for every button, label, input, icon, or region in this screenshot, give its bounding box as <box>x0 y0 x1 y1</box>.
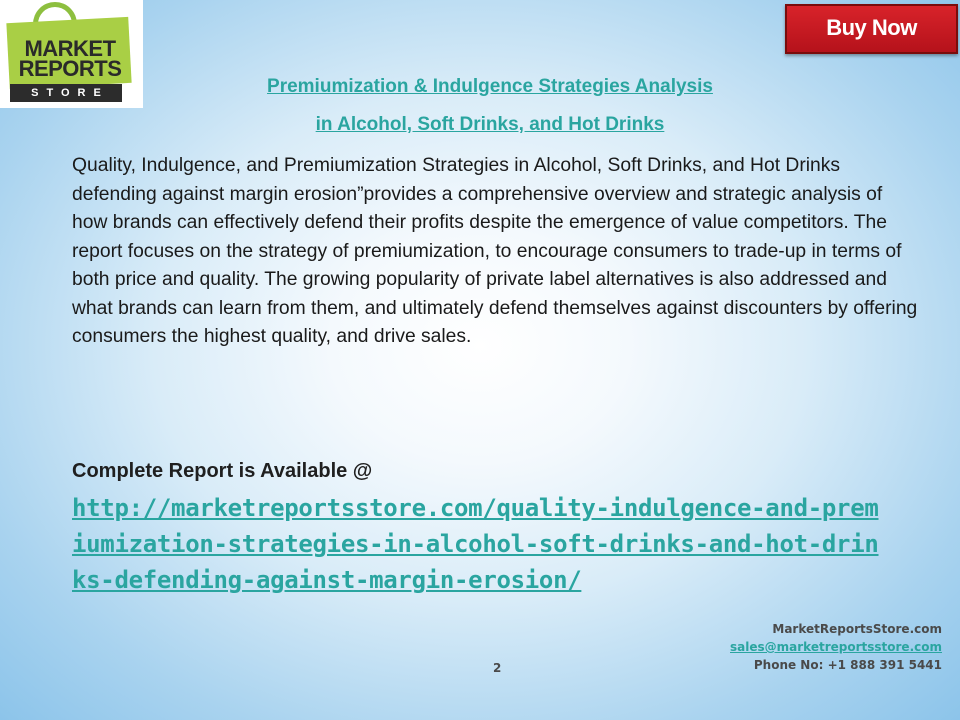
report-title-line-1[interactable]: Premiumization & Indulgence Strategies Analysis <box>267 76 713 97</box>
logo-word-market: MARKET <box>24 36 116 61</box>
logo-word-store: STORE <box>10 84 122 102</box>
page-number: 2 <box>493 661 502 675</box>
buy-now-button[interactable]: Buy Now <box>785 4 958 54</box>
report-title-line-2[interactable]: in Alcohol, Soft Drinks, and Hot Drinks <box>315 114 665 135</box>
contact-footer <box>730 620 942 674</box>
footer-site-name: MarketReportsStore.com <box>772 622 942 636</box>
availability-label: Complete Report is Available @ <box>72 460 373 482</box>
market-reports-store-logo <box>0 0 143 108</box>
footer-email-link[interactable]: sales@marketreportsstore.com <box>730 640 942 654</box>
logo-word-reports: REPORTS <box>18 56 122 81</box>
footer-phone: Phone No: +1 888 391 5441 <box>753 658 942 672</box>
report-description: Quality, Indulgence, and Premiumization Strategies in Alcohol, Soft Drinks, and Hot Drinks defending against margin erosion”provides a comprehensive overview and strategic analysis of how brands can effectively defend their profits despite the emergence of value competitors. The report focuses on the strategy of premiumization, to encourage consumers to trade-up in terms of both price and quality. The growing popularity of private label alternatives is also addressed and what brands can learn from them, and ultimately defend themselves against discounters by offering consumers the highest quality, and drive sales. <box>72 155 918 347</box>
report-url-link[interactable]: http://marketreportsstore.com/quality-indulgence-and-premiumization-strategies-in-alcohol-soft-drinks-and-hot-drinks-defending-against-margin-erosion/ <box>72 494 879 594</box>
